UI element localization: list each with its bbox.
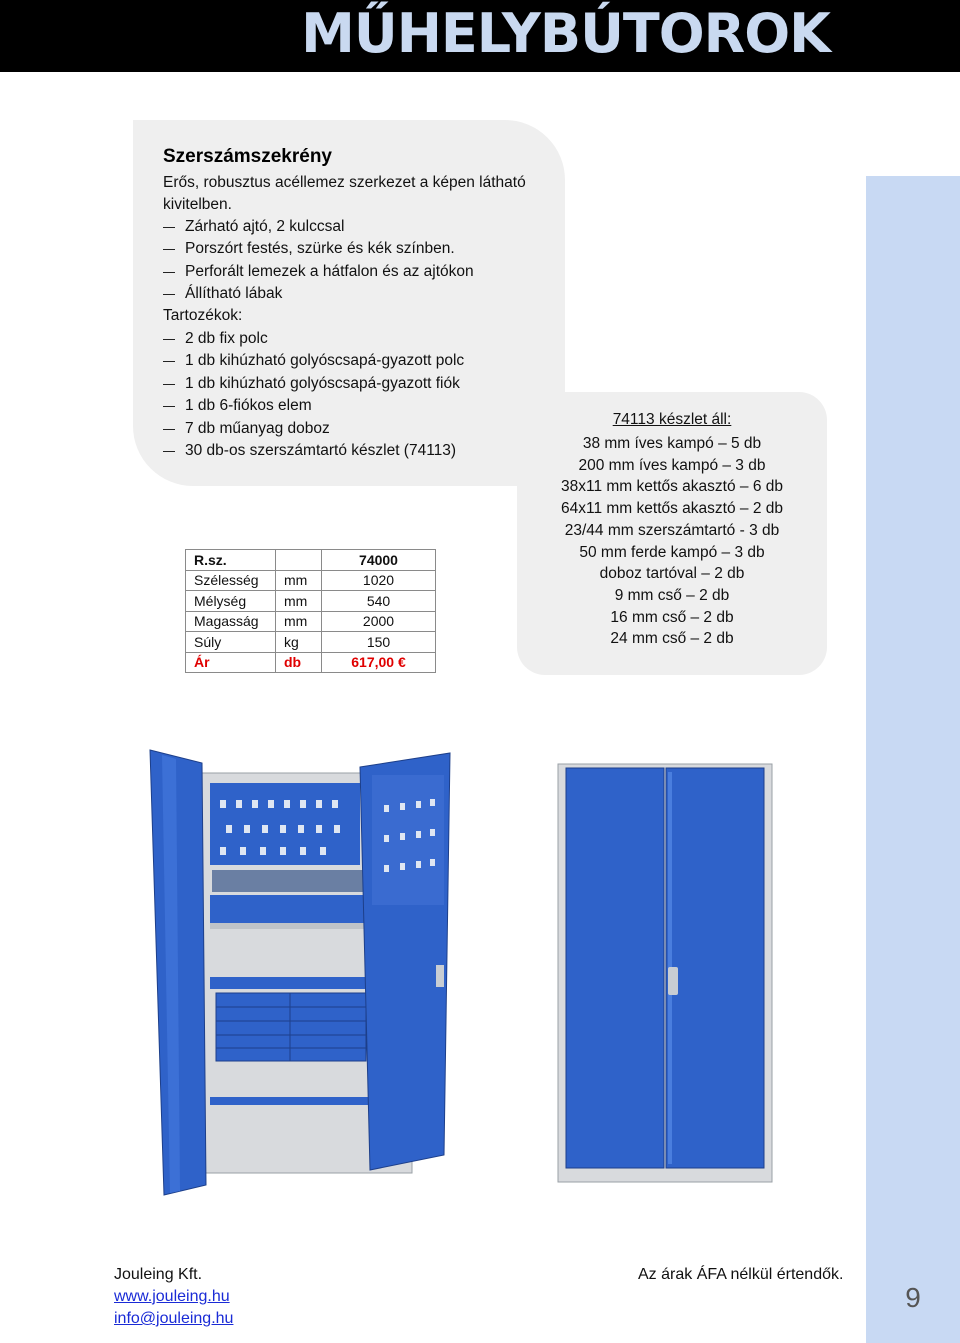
table-row (186, 550, 436, 571)
product-title: Szerszámszekrény (163, 146, 332, 167)
kit-item: 50 mm ferde kampó – 3 db (579, 543, 765, 561)
spec-value: 1020 (322, 570, 436, 591)
accessory-item: 1 db kihúzható golyóscsapá-gyazott polc (163, 350, 464, 372)
kit-item: 38x11 mm kettős akasztó – 6 db (561, 478, 783, 496)
spec-value: 2000 (322, 611, 436, 632)
feature-item: Állítható lábak (163, 283, 474, 305)
spec-table (185, 549, 436, 673)
vat-note: Az árak ÁFA nélkül értendők. (638, 1266, 844, 1283)
accessory-item: 1 db kihúzható golyóscsapá-gyazott fiók (163, 373, 464, 395)
spec-value: 540 (322, 591, 436, 612)
company-name: Jouleing Kft. (114, 1266, 203, 1283)
price-value: 617,00 € (322, 652, 436, 673)
spec-label: Magasság (186, 611, 276, 632)
kit-item: doboz tartóval – 2 db (599, 565, 745, 583)
website-link[interactable]: www.jouleing.hu (114, 1288, 230, 1305)
feature-list (163, 216, 474, 306)
kit-item: 64x11 mm kettős akasztó – 2 db (561, 500, 783, 518)
accessories-list (163, 328, 464, 462)
spec-label: R.sz. (186, 550, 276, 571)
email-link[interactable]: info@jouleing.hu (114, 1310, 234, 1327)
kit-item: 23/44 mm szerszámtartó - 3 db (564, 521, 780, 539)
spec-unit: kg (276, 632, 322, 653)
price-label: Ár (186, 652, 276, 673)
table-row (186, 570, 436, 591)
feature-item: Perforált lemezek a hátfalon és az ajtókon (163, 261, 474, 283)
spec-unit: mm (276, 591, 322, 612)
accessory-item: 7 db műanyag doboz (163, 418, 464, 440)
side-band (866, 176, 960, 1343)
accessory-item: 2 db fix polc (163, 328, 464, 350)
accessories-label: Tartozékok: (163, 307, 243, 324)
spec-value: 74000 (322, 550, 436, 571)
kit-title: 74113 készlet áll: (612, 411, 732, 428)
spec-label: Mélység (186, 591, 276, 612)
kit-item: 16 mm cső – 2 db (610, 608, 734, 626)
open-cabinet-image (140, 745, 460, 1200)
spec-value: 150 (322, 632, 436, 653)
page-title: MŰHELYBÚTOROK (301, 2, 830, 65)
spec-unit: mm (276, 611, 322, 632)
spec-unit (276, 550, 322, 571)
spec-label: Súly (186, 632, 276, 653)
kit-item: 9 mm cső – 2 db (614, 586, 730, 604)
product-description: Erős, robusztus acéllemez szerkezet a képen látható kivitelben. (163, 174, 526, 213)
accessory-item: 30 db-os szerszámtartó készlet (74113) (163, 440, 464, 462)
page-number: 9 (905, 1282, 921, 1313)
footer-contact (114, 1264, 233, 1330)
accessory-item: 1 db 6-fiókos elem (163, 395, 464, 417)
spec-label: Szélesség (186, 570, 276, 591)
closed-cabinet-image (556, 762, 776, 1184)
kit-item: 38 mm íves kampó – 5 db (582, 435, 762, 452)
table-row (186, 611, 436, 632)
table-row (186, 632, 436, 653)
price-row (186, 652, 436, 673)
feature-item: Zárható ajtó, 2 kulccsal (163, 216, 474, 238)
table-row (186, 591, 436, 612)
spec-unit: mm (276, 570, 322, 591)
price-unit: db (276, 652, 322, 673)
kit-item: 200 mm íves kampó – 3 db (578, 456, 766, 474)
kit-item: 24 mm cső – 2 db (610, 630, 734, 648)
feature-item: Porszórt festés, szürke és kék színben. (163, 238, 474, 260)
kit-list (517, 433, 827, 650)
